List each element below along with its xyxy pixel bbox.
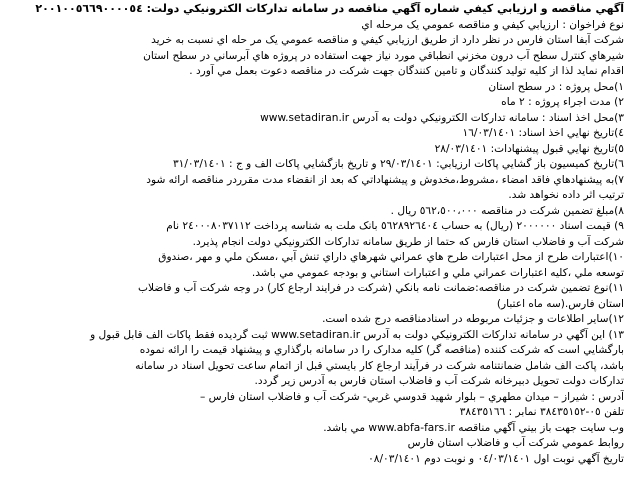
notice-title-line: آگهي مناقصه و ارزيابي كيفي شماره آگهي مناقصه در سامانه تداركات الكترونيكي دولت: ٢٠٠١٠٠٥٦٦٩٠٠٠٠٥٤ <box>35 2 624 15</box>
notice-line-item-3: ٣)محل اخذ اسناد : سامانه تداركات الكترونيكي دولت به آدرس www.setadiran.ir <box>260 111 624 124</box>
notice-line-item-7-cont: ترتيب اثر داده نخواهد شد. <box>508 189 624 201</box>
notice-line-call-type: نوع فراخوان : ارزيابي كيفي و مناقصه عمومي يک مرحله اي <box>361 18 624 31</box>
notice-line-item-12: ١٢)ساير اطلاعات و جزئيات مربوطه در اسنادمناقصه درج شده است. <box>322 313 624 325</box>
notice-line-item-6: ٦)تاريخ كميسيون باز گشايي پاكات ارزيابي: ٢٩/٠٣/١٤٠١ و تاريخ بازگشايي پاكات الف و ج : ٣١/٠٣/١٤٠١ <box>172 158 624 170</box>
notice-line-item-11-cont: استان فارس.(سه ماه اعتبار) <box>496 297 624 310</box>
notice-line-intro-3: اقدام نمايد لذا از كليه توليد كنندگان و تامين كنندگان جهت شركت در مناقصه دعوت بعمل مي آورد . <box>189 65 624 77</box>
notice-line-item-13-cont-2: باشد، پاكت الف شامل ضمانتنامه شركت در فرآيند ارجاع كار بايستي قبل از اتمام ساعت تحويل اسناد در سامانه <box>135 359 624 372</box>
notice-line-intro-1: شركت آبفا استان فارس در نظر دارد از طريق ارزيابي كيفي و مناقصه عمومي يک مر حله اي نسبت به خريد <box>151 34 624 46</box>
notice-line-item-2: ٢) مدت اجراء پروژه : ٢ ماه <box>501 96 624 108</box>
notice-line-item-5: ٥)تاريخ نهايي قبول پيشنهادات: ٢٨/٠٣/١٤٠١ <box>434 142 624 155</box>
notice-line-intro-2: شيرهاي كنترل سطح آب درون مخزني انطباقي مورد نياز جهت استفاده در پروژه هاي آبرساني در سطح استان <box>143 49 624 62</box>
notice-line-item-8: ٨)مبلغ تضمين شركت در مناقصه ٥٦٢،٥٠٠،٠٠٠ ريال . <box>390 204 624 217</box>
notice-line-item-11: ١١)نوع تضمين شركت در مناقصه:ضمانت نامه بانكي (شركت در فرايند ارجاع كار) در وجه شركت آب و فاضلاب <box>138 282 624 294</box>
notice-line-item-10-cont: توسعه ملي ،كليه اعتبارات عمراني ملي و اعتبارات استاني و بودجه عمومي مي باشد. <box>251 266 624 279</box>
notice-line-address: آدرس : شيراز – ميدان مطهري – بلوار شهيد قدوسي غربي- شركت آب و فاضلاب استان فارس – <box>199 390 624 403</box>
notice-line-publish-dates: تاريخ آگهي نوبت اول ٠٤/٠٣/١٤٠١ و نوبت دوم ٠٨/٠٣/١٤٠١ <box>368 452 624 465</box>
notice-line-website: وب سايت جهت باز بيني آگهي مناقصه www.abfa-fars.ir مي باشد. <box>323 421 624 434</box>
tender-notice <box>3 2 624 479</box>
notice-line-item-7: ٧)به پيشنهادهاي فاقد امضاء ،مشروط،مخدوش و پيشنهاداتي كه بعد از انقضاء مدت مقرردر مناقصه ارائه شود <box>146 173 624 186</box>
notice-line-item-4: ٤)تاريخ نهايي اخذ اسناد: ١٦/٠٣/١٤٠١ <box>462 127 624 139</box>
notice-line-item-13: ١٣) اين آگهي در سامانه تداركات الكترونيكي دولت به آدرس www.setadiran.ir ثبت گرديده فقط پاكات الف قابل قبول و <box>90 328 624 341</box>
notice-line-item-9: ٩) قيمت اسناد ٢٠٠٠٠٠٠ (ريال) به حساب ٥٦٢٨٩٢٦٤٠٤ بانک ملت به شناسه پرداخت ٢٤٠٠٠٨٠٣٧١١٢ نام <box>166 220 624 232</box>
notice-line-item-13-cont-3: تداركات دولت تحويل دبيرخانه شركت آب و فاضلاب استان فارس به آدرس زير گردد. <box>254 375 624 387</box>
notice-line-phone: تلفن ٠٥-٣٨٤٣٥١٥٢ نمابر : ٣٨٤٣٥١٦٦ <box>459 406 624 418</box>
notice-line-item-1: ١)محل پروژه : در سطح استان <box>488 80 624 93</box>
notice-line-item-13-cont-1: بارگشايي است كه شركت كننده (مناقصه گر) كليه مدارک را در سامانه بارگذاري و پيشنهاد قيمت را ارائه نموده <box>139 344 624 356</box>
notice-line-publisher: روابط عمومي شركت آب و فاضلاب استان فارس <box>407 437 624 449</box>
notice-line-item-9-cont: شركت آب و فاضلاب استان فارس كه حتما از طريق سامانه تداركات الكترونيكي دولت انجام پذيرد. <box>192 235 624 248</box>
notice-line-item-10: ١٠)اعتبارات طرح از محل اعتبارات طرح هاي عمراني شهرهاي داراي تنش آبي ،مسكن ملي و مهر ،صندوق <box>158 251 624 263</box>
